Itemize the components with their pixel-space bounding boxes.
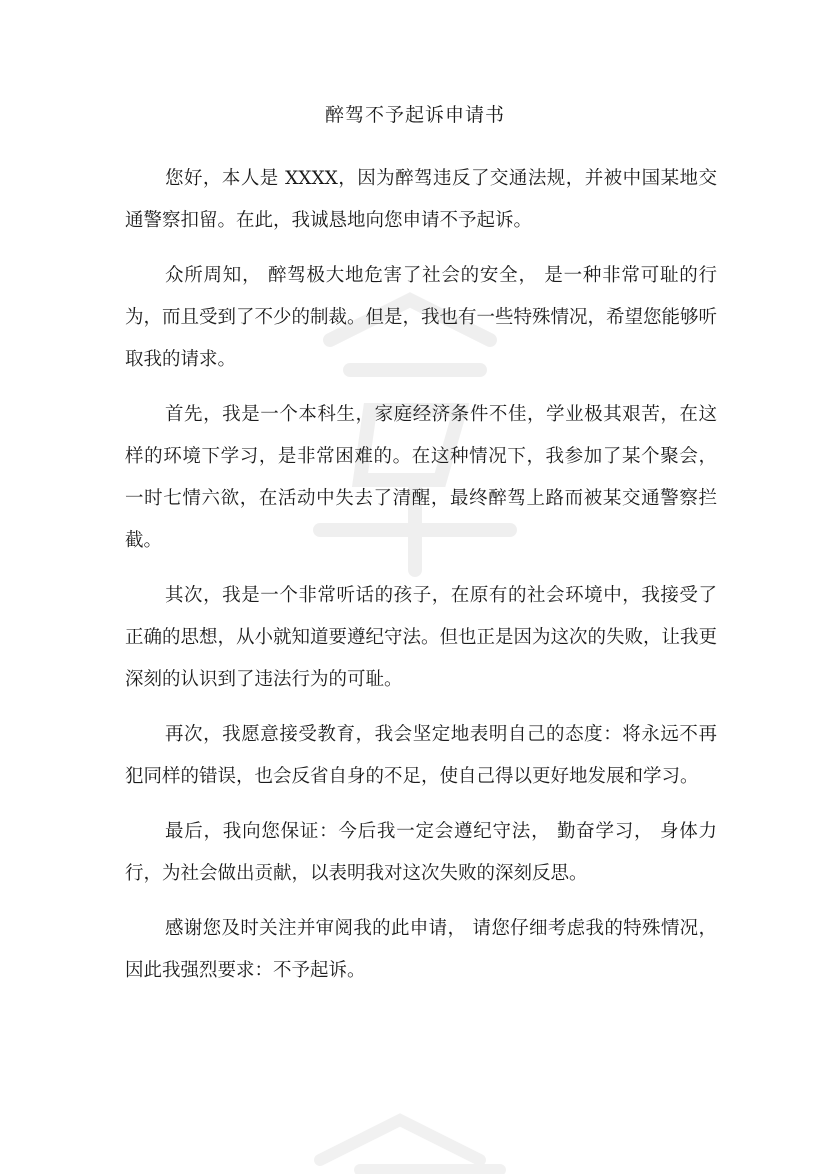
paragraph-second-reason: 其次，我是一个非常听话的孩子，在原有的社会环境中，我接受了正确的思想，从小就知道要遵纪守法。但也正是因为这次的失败，让我更深刻的认识到了违法行为的可耻。 — [125, 585, 718, 690]
document-title: 醉驾不予起诉申请书 — [324, 104, 505, 126]
paragraph-context: 众所周知， 醉驾极大地危害了社会的安全， 是一种非常可耻的行为，而且受到了不少的制裁。但是，我也有一些特殊情况，希望您能够听取我的请求。 — [125, 265, 718, 370]
paragraph-closing: 感谢您及时关注并审阅我的此申请， 请您仔细考虑我的特殊情况，因此我强烈要求：不予起诉。 — [125, 918, 717, 981]
paragraph-promise: 最后，我向您保证：今后我一定会遵纪守法， 勤奋学习， 身体力行，为社会做出贡献，以表明我对这次失败的深刻反思。 — [125, 821, 717, 884]
document-body — [125, 158, 717, 1005]
paragraph-greeting: 您好，本人是 XXXX，因为醉驾违反了交通法规，并被中国某地交通警察扣留。在此，我诚恳地向您申请不予起诉。 — [125, 168, 717, 231]
watermark-bottom-icon — [300, 1110, 530, 1174]
paragraph-third-reason: 再次，我愿意接受教育，我会坚定地表明自己的态度：将永远不再犯同样的错误，也会反省自身的不足，使自己得以更好地发展和学习。 — [125, 724, 717, 787]
paragraph-first-reason: 首先，我是一个本科生，家庭经济条件不佳，学业极其艰苦，在这样的环境下学习，是非常困难的。在这种情况下，我参加了某个聚会， 一时七情六欲，在活动中失去了清醒，最终醉驾上路而被某交通警察拦截。 — [125, 404, 717, 551]
